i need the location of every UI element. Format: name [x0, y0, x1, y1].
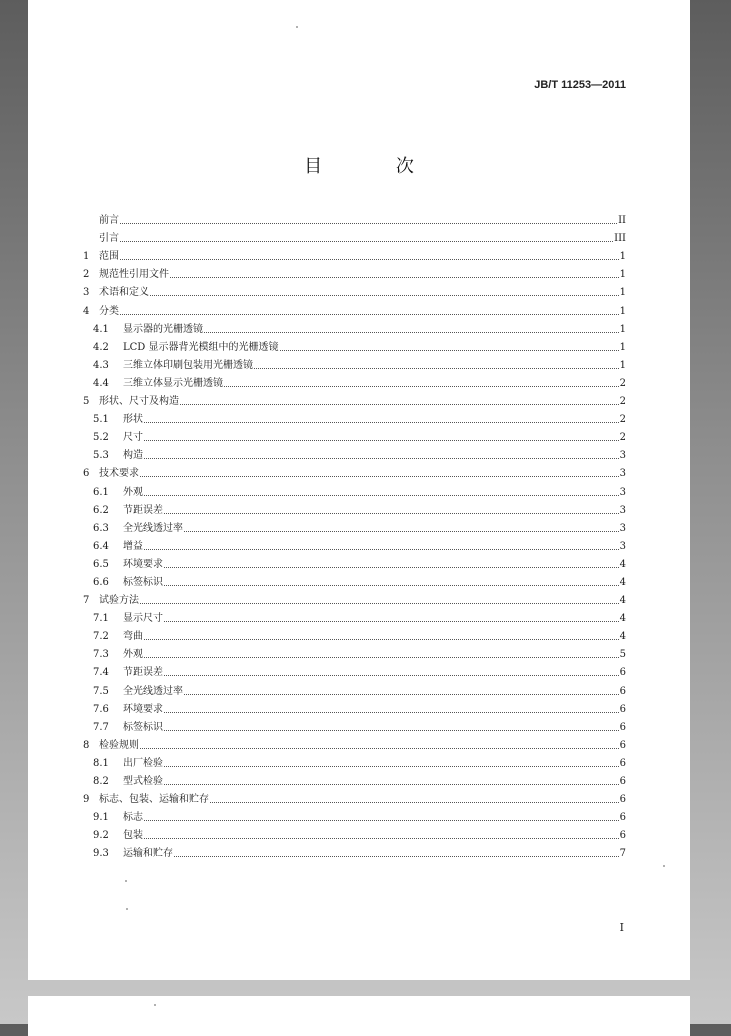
- toc-entry-label: 检验规则: [99, 739, 139, 751]
- toc-entry-number: 6.1: [93, 486, 109, 498]
- dot-leader: [144, 494, 619, 496]
- toc-entry[interactable]: [83, 443, 626, 461]
- toc-entry-number: 6: [83, 468, 90, 480]
- toc-entry-label: 全光线透过率: [123, 685, 183, 697]
- dot-leader: [164, 584, 619, 586]
- toc-entry[interactable]: [83, 208, 626, 226]
- toc-entry[interactable]: [83, 461, 626, 479]
- toc-entry-number: 6.4: [93, 540, 109, 552]
- toc-entry-label: 环境要求: [123, 703, 163, 715]
- toc-entry-page: 6: [619, 812, 626, 824]
- toc-entry[interactable]: [83, 642, 626, 660]
- toc-entry[interactable]: [83, 841, 626, 859]
- dot-leader: [144, 837, 619, 839]
- toc-entry-page: 1: [619, 323, 626, 335]
- toc-entry-number: 8: [83, 739, 90, 751]
- toc-entry-label: 运输和贮存: [123, 848, 173, 860]
- toc-entry[interactable]: [83, 787, 626, 805]
- toc-entry-number: 7.4: [93, 667, 109, 679]
- toc-entry-label: 标志、包装、运输和贮存: [99, 794, 209, 806]
- toc-entry-label: 尺寸: [123, 432, 143, 444]
- toc-entry[interactable]: [83, 823, 626, 841]
- toc-entry-page: 1: [619, 341, 626, 353]
- toc-entry-number: 4: [83, 305, 90, 317]
- dot-leader: [224, 385, 619, 387]
- toc-entry[interactable]: [83, 516, 626, 534]
- dot-leader: [210, 801, 619, 803]
- toc-entry-label: 试验方法: [99, 595, 139, 607]
- toc-entry[interactable]: [83, 805, 626, 823]
- toc-entry-label: 技术要求: [99, 468, 139, 480]
- toc-entry-label: 节距误差: [123, 504, 163, 516]
- toc-entry-label: 引言: [99, 233, 119, 245]
- toc-entry-label: 范围: [99, 251, 119, 263]
- toc-entry-number: 5: [83, 396, 90, 408]
- toc-entry[interactable]: [83, 298, 626, 316]
- toc-entry[interactable]: [83, 407, 626, 425]
- toc-entry-page: 6: [619, 757, 626, 769]
- dot-leader: [184, 530, 619, 532]
- dot-leader: [164, 620, 619, 622]
- toc-entry[interactable]: [83, 262, 626, 280]
- dot-leader: [164, 729, 619, 731]
- dot-leader: [180, 403, 619, 405]
- dot-leader: [144, 638, 619, 640]
- toc-entry-number: 7.6: [93, 703, 109, 715]
- toc-entry-label: 前言: [99, 215, 119, 227]
- toc-entry-page: 3: [619, 486, 626, 498]
- toc-entry[interactable]: [83, 498, 626, 516]
- toc-entry-number: 1: [83, 251, 90, 263]
- scan-speck: [296, 26, 298, 28]
- toc-entry-label: 形状、尺寸及构造: [99, 396, 179, 408]
- document-page: [28, 0, 690, 980]
- dot-leader: [144, 548, 619, 550]
- toc-entry-number: 4.2: [93, 341, 109, 353]
- toc-entry-page: 2: [619, 377, 626, 389]
- dot-leader: [144, 457, 619, 459]
- toc-entry-number: 9.3: [93, 848, 109, 860]
- toc-entry-number: 8.2: [93, 776, 109, 787]
- scan-speck: [125, 880, 127, 882]
- dot-leader: [140, 475, 619, 477]
- toc-entry-number: 4.1: [93, 323, 109, 335]
- toc-entry-number: 6.2: [93, 504, 109, 516]
- toc-entry-page: 6: [619, 830, 626, 842]
- toc-entry-label: 包装: [123, 830, 143, 842]
- toc-entry-page: 3: [619, 504, 626, 516]
- toc-entry[interactable]: [83, 588, 626, 606]
- toc-entry[interactable]: [83, 697, 626, 715]
- toc-entry-label: 三维立体印刷包装用光栅透镜: [123, 359, 253, 371]
- toc-entry-page: 4: [619, 631, 626, 643]
- toc-entry-label: 标签标识: [123, 576, 163, 588]
- dot-leader: [140, 602, 619, 604]
- toc-entry-page: III: [614, 233, 626, 245]
- dot-leader: [164, 674, 619, 676]
- toc-entry-page: 4: [619, 613, 626, 625]
- toc-entry-label: 三维立体显示光栅透镜: [123, 377, 223, 389]
- toc-entry[interactable]: [83, 769, 626, 787]
- toc-entry-label: 全光线透过率: [123, 522, 183, 534]
- toc-entry-label: 外观: [123, 649, 143, 661]
- toc-entry[interactable]: [83, 226, 626, 244]
- page-folio: I: [619, 921, 624, 934]
- toc-entry-page: II: [618, 215, 626, 227]
- toc-entry-label: 形状: [123, 414, 143, 426]
- toc-entry-label: 术语和定义: [99, 287, 149, 299]
- toc-entry[interactable]: [83, 244, 626, 262]
- dot-leader: [164, 711, 619, 713]
- toc-entry-page: 4: [619, 576, 626, 588]
- dot-leader: [164, 566, 619, 568]
- toc-entry-number: 5.1: [93, 414, 109, 426]
- toc-entry-label: 显示尺寸: [123, 613, 163, 625]
- toc-entry-number: 8.1: [93, 757, 109, 769]
- toc-entry-page: 7: [619, 848, 626, 860]
- toc-entry-label: 规范性引用文件: [99, 269, 169, 281]
- toc-entry[interactable]: [83, 660, 626, 678]
- toc-entry-number: 7.5: [93, 685, 109, 697]
- scan-speck: [663, 865, 665, 867]
- toc-entry[interactable]: [83, 335, 626, 353]
- dot-leader: [164, 783, 619, 785]
- toc-entry-page: 2: [619, 432, 626, 444]
- dot-leader: [174, 855, 619, 857]
- toc-entry[interactable]: [83, 715, 626, 733]
- toc-entry-page: 6: [619, 776, 626, 787]
- toc-entry-number: 6.6: [93, 576, 109, 588]
- toc-entry-page: 6: [619, 721, 626, 733]
- dot-leader: [204, 331, 619, 333]
- toc-entry[interactable]: [83, 371, 626, 389]
- toc-entry-number: 3: [83, 287, 90, 299]
- dot-leader: [120, 222, 617, 224]
- dot-leader: [184, 693, 619, 695]
- toc-entry-page: 1: [619, 251, 626, 263]
- toc-entry-number: 6.3: [93, 522, 109, 534]
- toc-entry-label: 环境要求: [123, 558, 163, 570]
- dot-leader: [120, 313, 619, 315]
- toc-entry[interactable]: [83, 280, 626, 298]
- toc-entry-page: 3: [619, 522, 626, 534]
- toc-entry[interactable]: [83, 678, 626, 696]
- dot-leader: [144, 819, 619, 821]
- toc-entry-page: 4: [619, 595, 626, 607]
- toc-entry[interactable]: [83, 425, 626, 443]
- dot-leader: [120, 258, 619, 260]
- toc-entry-number: 9.2: [93, 830, 109, 842]
- dot-leader: [164, 512, 619, 514]
- toc-entry-label: 标签标识: [123, 721, 163, 733]
- toc-entry-label: 出厂检验: [123, 757, 163, 769]
- toc-entry-page: 3: [619, 450, 626, 462]
- toc-entry-number: 9: [83, 794, 90, 806]
- toc-entry-page: 3: [619, 468, 626, 480]
- toc-entry-number: 7.1: [93, 613, 109, 625]
- table-of-contents: [83, 208, 626, 859]
- scan-speck: [154, 1004, 156, 1006]
- toc-entry-label: 节距误差: [123, 667, 163, 679]
- toc-entry-number: 5.3: [93, 450, 109, 462]
- toc-entry-label: LCD 显示器背光模组中的光栅透镜: [123, 341, 279, 353]
- toc-entry-page: 4: [619, 558, 626, 570]
- toc-entry-label: 增益: [123, 540, 143, 552]
- toc-entry-label: 型式检验: [123, 776, 163, 787]
- toc-entry[interactable]: [83, 570, 626, 588]
- toc-entry[interactable]: [83, 606, 626, 624]
- toc-entry-number: 2: [83, 269, 90, 281]
- toc-entry[interactable]: [83, 624, 626, 642]
- dot-leader: [280, 349, 619, 351]
- toc-entry-number: 4.4: [93, 377, 109, 389]
- standard-code: JB/T 11253—2011: [534, 79, 626, 91]
- toc-entry-label: 分类: [99, 305, 119, 317]
- dot-leader: [164, 765, 619, 767]
- toc-entry-label: 构造: [123, 450, 143, 462]
- toc-entry-number: 7: [83, 595, 90, 607]
- toc-entry[interactable]: [83, 353, 626, 371]
- toc-entry-number: 7.3: [93, 649, 109, 661]
- toc-entry[interactable]: [83, 389, 626, 407]
- toc-entry-page: 2: [619, 396, 626, 408]
- toc-entry-label: 弯曲: [123, 631, 143, 643]
- toc-entry-page: 1: [619, 305, 626, 317]
- toc-entry-page: 6: [619, 685, 626, 697]
- toc-entry-page: 6: [619, 739, 626, 751]
- toc-entry-number: 4.3: [93, 359, 109, 371]
- dot-leader: [144, 656, 619, 658]
- dot-leader: [150, 294, 619, 296]
- toc-entry-page: 2: [619, 414, 626, 426]
- dot-leader: [140, 747, 619, 749]
- toc-entry[interactable]: [83, 317, 626, 335]
- toc-entry-page: 1: [619, 359, 626, 371]
- toc-entry[interactable]: [83, 552, 626, 570]
- toc-entry-page: 6: [619, 667, 626, 679]
- dot-leader: [170, 276, 619, 278]
- dot-leader: [254, 367, 619, 369]
- toc-entry-label: 显示器的光栅透镜: [123, 323, 203, 335]
- toc-entry-number: 6.5: [93, 558, 109, 570]
- toc-entry[interactable]: [83, 534, 626, 552]
- toc-entry-number: 5.2: [93, 432, 109, 444]
- toc-entry[interactable]: [83, 479, 626, 497]
- toc-entry-number: 7.7: [93, 721, 109, 733]
- dot-leader: [144, 439, 619, 441]
- dot-leader: [120, 240, 613, 242]
- toc-entry-page: 6: [619, 703, 626, 715]
- toc-entry-page: 1: [619, 287, 626, 299]
- toc-entry-label: 标志: [123, 812, 143, 824]
- toc-entry[interactable]: [83, 733, 626, 751]
- scan-speck: [126, 908, 128, 910]
- toc-entry-page: 5: [619, 649, 626, 661]
- page-title: 目 次: [304, 156, 448, 177]
- toc-entry-page: 3: [619, 540, 626, 552]
- next-page-edge: [28, 996, 690, 1036]
- toc-entry-page: 6: [619, 794, 626, 806]
- toc-entry-label: 外观: [123, 486, 143, 498]
- toc-entry[interactable]: [83, 751, 626, 769]
- toc-entry-number: 9.1: [93, 812, 109, 824]
- toc-entry-page: 1: [619, 269, 626, 281]
- dot-leader: [144, 421, 619, 423]
- toc-entry-number: 7.2: [93, 631, 109, 643]
